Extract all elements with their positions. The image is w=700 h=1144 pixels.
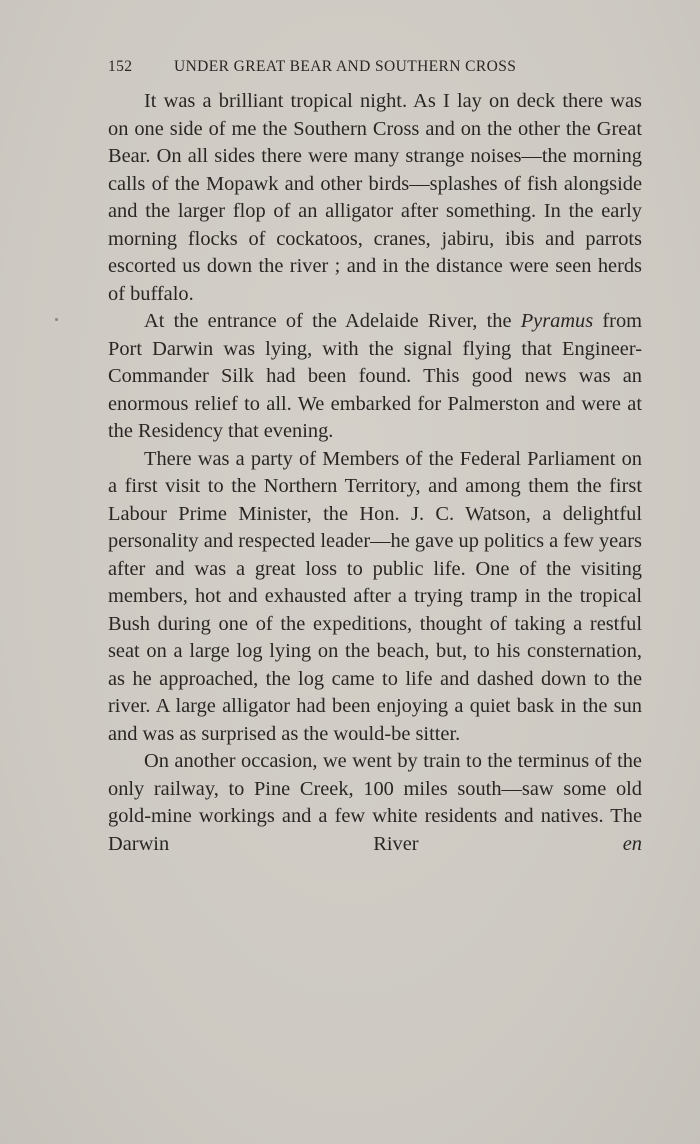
paragraph-4-text: On another occasion, we went by train to the terminus of the only railway, to Pine Creek, 100 miles south—saw some old gold-mine workings and a few white residents and natives. The Darwin River — [108, 750, 642, 855]
page-header — [108, 56, 568, 80]
paragraph-1-text: It was a brilliant tropical night. As I lay on deck there was on one side of me the Southern Cross and on the other the Great Bear. On all sides there were many strange noises—the morning calls of the Mopawk and other birds—splashes of fish alongside and the larger flop of an alligator after something. In the early morning flocks of cockatoos, cranes, jabiru, ibis and parrots escorted us down the river ; and in the distance were seen herds of buffalo. — [108, 90, 642, 305]
body-text — [108, 88, 642, 858]
paragraph-2 — [108, 308, 642, 446]
paragraph-2-text-end: from Port Darwin was lying, with the signal flying that Engineer-Commander Silk had been found. This good news was an enormous relief to all. We embarked for Palmerston and were at the Residency that evening. — [108, 310, 643, 442]
continued-italic-word: en — [622, 832, 642, 855]
ship-name-italic: Pyramus — [520, 310, 594, 332]
paper-speck — [55, 318, 58, 321]
paragraph-4 — [108, 748, 642, 858]
paragraph-3-text: There was a party of Members of the Federal Parliament on a first visit to the Northern Territory, and among them the first Labour Prime Minister, the Hon. J. C. Watson, a delightful personality and respected leader—he gave up politics a few years after and was a great loss to public life. One of the visiting members, hot and exhausted after a trying tramp in the tropical Bush during one of the expeditions, thought of taking a restful seat on a large log lying on the beach, but, to his consternation, as he approached, the log came to life and dashed down to the river. A large alligator had been enjoying a quiet bask in the sun and was as surprised as the would-be sitter. — [108, 447, 642, 745]
paragraph-2-text-start: At the entrance of the Adelaide River, the — [144, 310, 521, 332]
running-title: UNDER GREAT BEAR AND SOUTHERN CROSS — [174, 58, 517, 75]
paragraph-3 — [108, 446, 642, 749]
page-number: 152 — [108, 58, 133, 75]
paragraph-1 — [108, 88, 642, 308]
